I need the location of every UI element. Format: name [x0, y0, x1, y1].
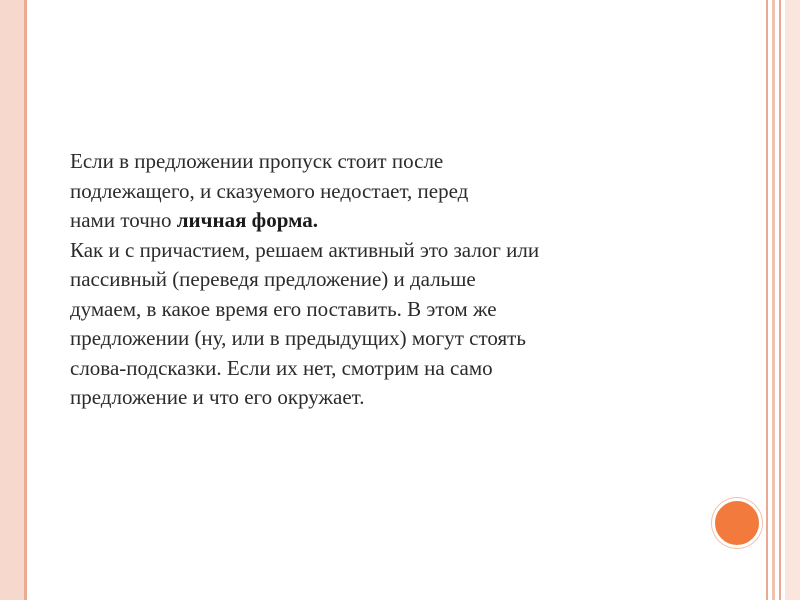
right-border-line-1: [766, 0, 768, 600]
text-line: Как и с причастием, решаем активный это залог или: [70, 237, 540, 262]
text-line: Если в предложении пропуск стоит после: [70, 149, 444, 173]
text-fragment: нами точно: [70, 208, 177, 232]
bold-phrase: личная форма.: [176, 208, 318, 232]
text-line: предложение и что его окружает.: [70, 385, 365, 409]
bullet-text: [70, 147, 684, 413]
right-border-line-2: [772, 0, 775, 600]
text-line: слова-подсказки. Если их нет, смотрим на само: [70, 355, 493, 380]
text-line: пассивный (переведя предложение) и дальше: [70, 267, 476, 291]
left-border-line: [24, 0, 27, 600]
right-border-line-3: [779, 0, 781, 600]
text-line: подлежащего, и сказуемого недостает, перед: [70, 178, 469, 203]
orange-circle-decoration: [712, 498, 762, 548]
right-border-band: [785, 0, 800, 600]
bullet-item: [44, 147, 684, 413]
text-line: думаем, в какое время его поставить. В этом же: [70, 296, 497, 321]
left-border-band: [0, 0, 24, 600]
text-line: предложении (ну, или в предыдущих) могут стоять: [70, 326, 526, 350]
text-line-with-bold: [70, 206, 684, 236]
